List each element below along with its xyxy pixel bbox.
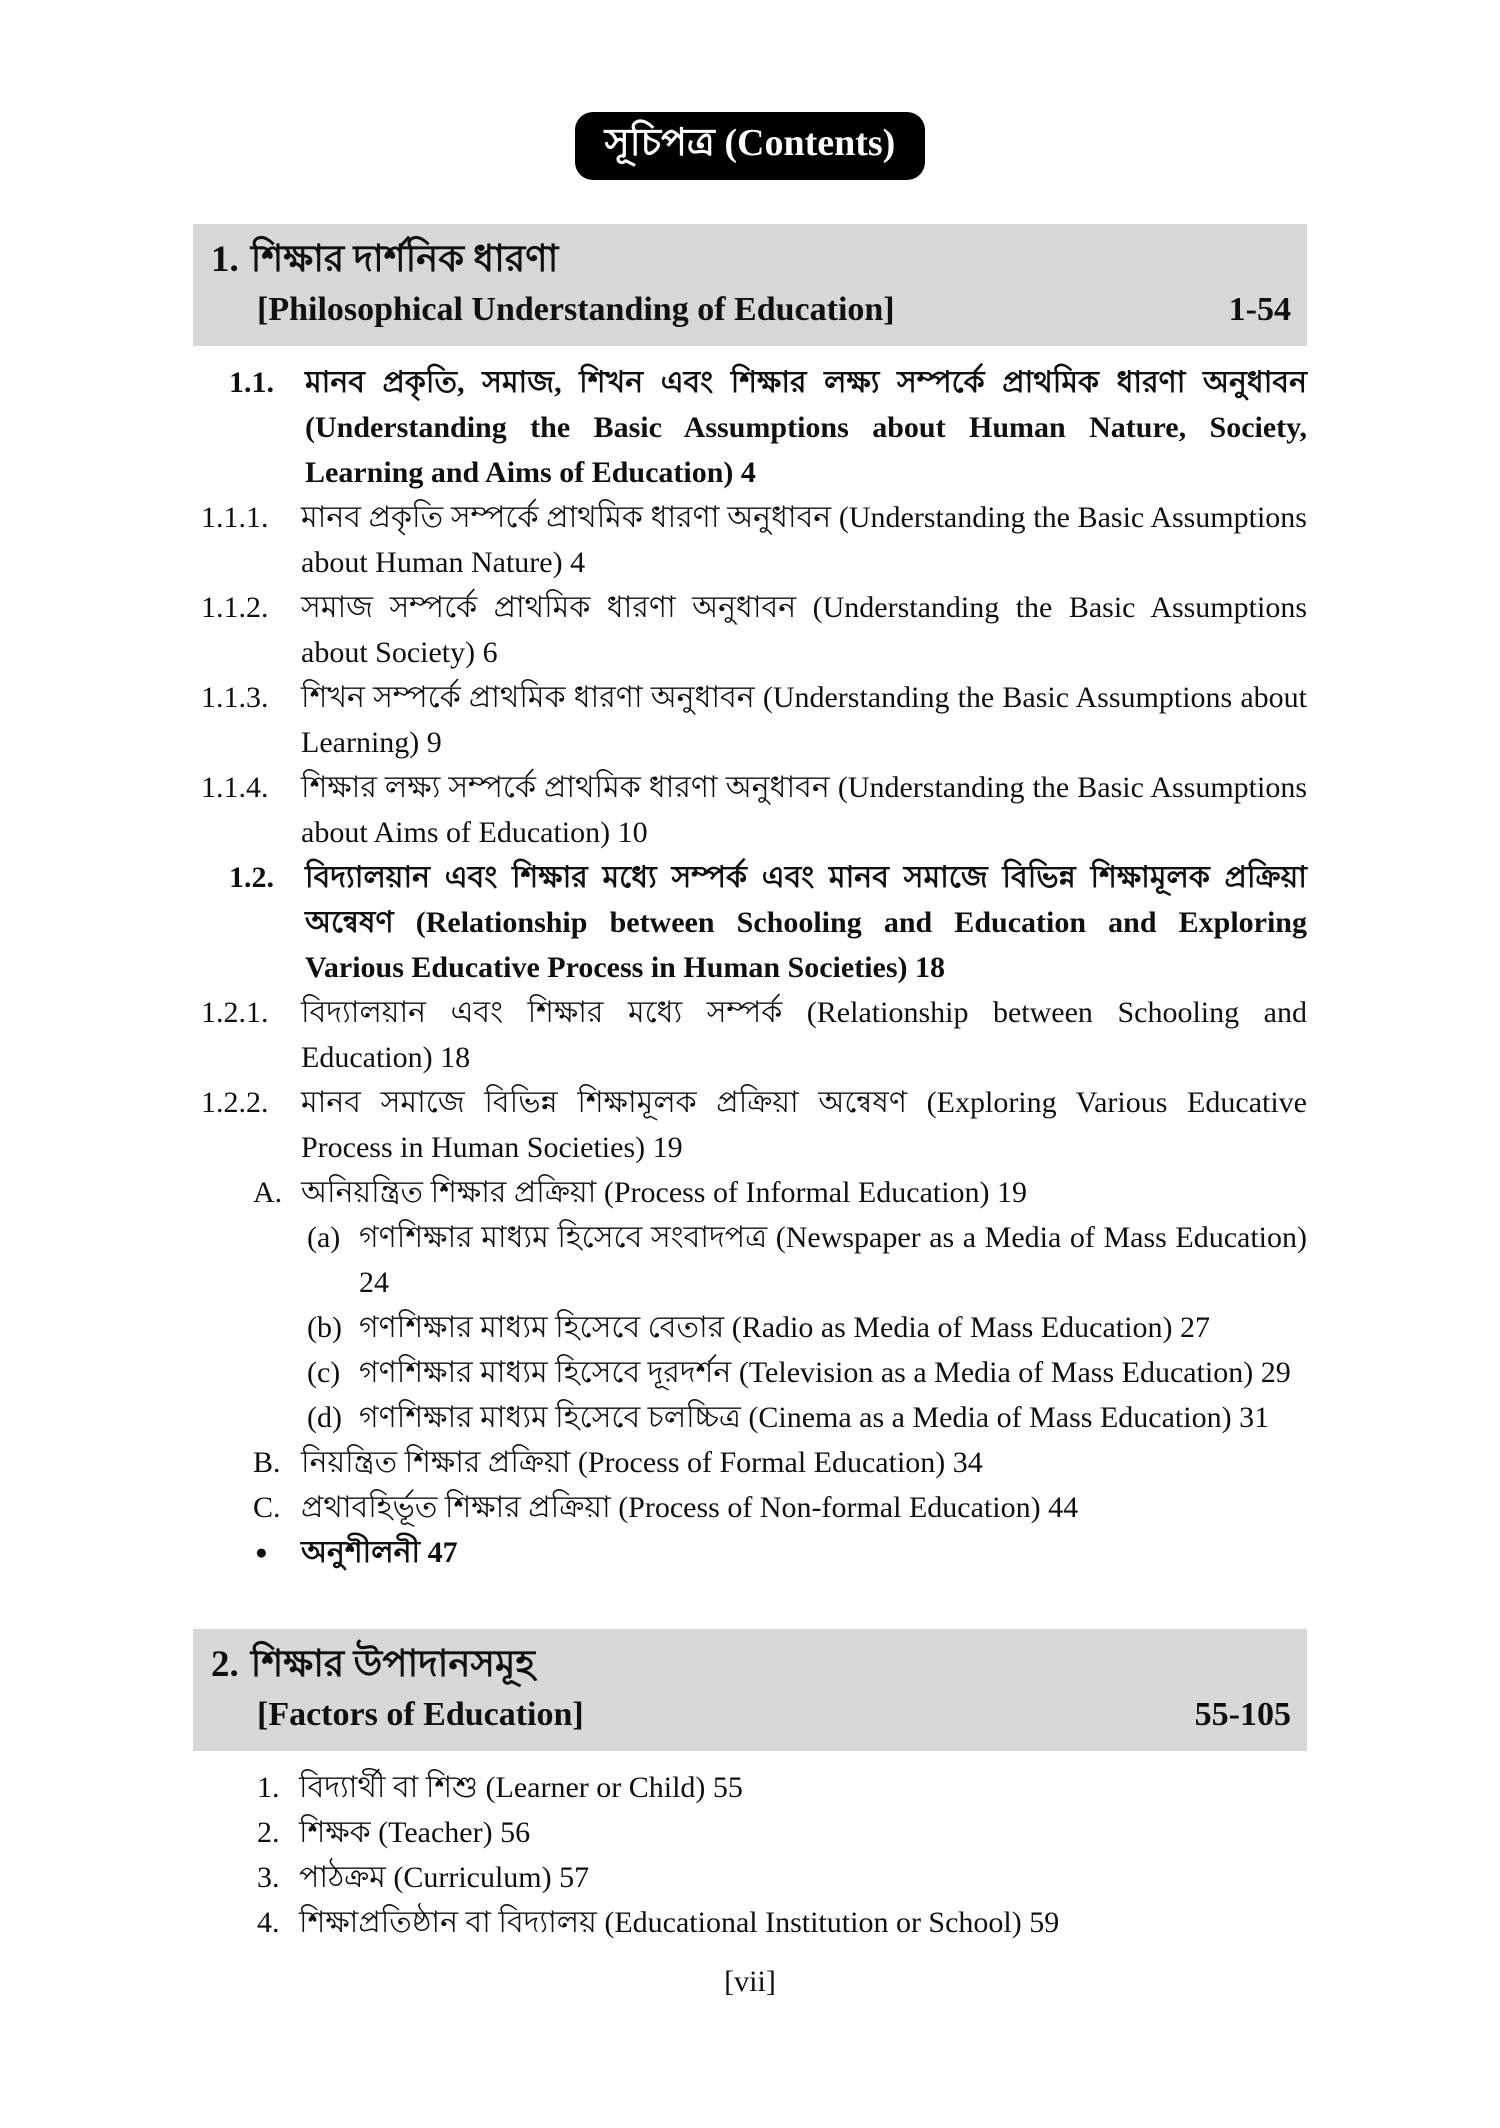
entry-text: শিক্ষার লক্ষ্য সম্পর্কে প্রাথমিক ধারণা অনুধাবন (Understanding the Basic Assumptions about Aims of Education) 10 [301,771,1307,849]
section-number: 1. [211,239,239,280]
toc-entry [201,1080,1307,1170]
entry-number: 2. [257,1816,280,1849]
entry-number: B. [253,1446,281,1479]
toc-entry [201,765,1307,855]
page-number-footer: [vii] [724,1965,776,1998]
toc-entry [307,1215,1307,1305]
entry-text: মানব প্রকৃতি সম্পর্কে প্রাথমিক ধারণা অনুধাবন (Understanding the Basic Assumptions about Human Nature) 4 [301,501,1307,579]
section-title-english: [Factors of Education] [257,1696,584,1733]
toc-entry [229,855,1307,990]
toc-entry [253,1170,1307,1215]
section-page-range: 55-105 [1194,1696,1291,1733]
toc-entry [257,1765,1307,1810]
contents-title: সূচিপত্র (Contents) [604,122,896,164]
entry-number: (c) [307,1356,341,1389]
entry-text: প্রথাবহির্ভূত শিক্ষার প্রক্রিয়া (Process of Non-formal Education) 44 [301,1491,1079,1524]
entry-text: বিদ্যালয়ান এবং শিক্ষার মধ্যে সম্পর্ক (Relationship between Schooling and Education) 18 [301,996,1307,1074]
toc-entry [201,585,1307,675]
entry-number: 1.1.1. [201,501,269,534]
entry-number: 1.1.4. [201,771,269,804]
toc-section [193,224,1307,1575]
entry-number: 1.2.2. [201,1086,269,1119]
entry-text: নিয়ন্ত্রিত শিক্ষার প্রক্রিয়া (Process of Formal Education) 34 [301,1446,983,1479]
toc-entry [307,1305,1307,1350]
section-title-bengali-line [211,1639,1291,1691]
entry-text: শিক্ষক (Teacher) 56 [299,1816,531,1849]
entry-text: অনুশীলনী 47 [301,1536,458,1569]
entry-text: মানব সমাজে বিভিন্ন শিক্ষামূলক প্রক্রিয়া অন্বেষণ (Exploring Various Educative Process in Human Societies) 19 [301,1086,1307,1164]
entry-number: 4. [257,1906,280,1939]
entry-text: শিক্ষাপ্রতিষ্ঠান বা বিদ্যালয় (Educational Institution or School) 59 [299,1906,1060,1939]
entry-number: (d) [307,1401,342,1434]
entry-text: অনিয়ন্ত্রিত শিক্ষার প্রক্রিয়া (Process of Informal Education) 19 [301,1176,1028,1209]
toc-entry [257,1855,1307,1900]
section-entries [193,1765,1307,1945]
entry-text: মানব প্রকৃতি, সমাজ, শিখন এবং শিক্ষার লক্ষ্য সম্পর্কে প্রাথমিক ধারণা অনুধাবন (Understanding the Basic Assumptions about Human Nature, Society, Learning and Aims of Education) 4 [305,366,1307,489]
entry-number: 3. [257,1861,280,1894]
toc-entry [201,495,1307,585]
entry-text: গণশিক্ষার মাধ্যম হিসেবে চলচ্চিত্র (Cinema as a Media of Mass Education) 31 [359,1401,1270,1434]
entry-text: সমাজ সম্পর্কে প্রাথমিক ধারণা অনুধাবন (Understanding the Basic Assumptions about Society) 6 [301,591,1307,669]
entry-number: (b) [307,1311,342,1344]
entry-text: বিদ্যার্থী বা শিশু (Learner or Child) 55 [299,1771,743,1804]
entry-number: 1.1.2. [201,591,269,624]
toc-entry [201,675,1307,765]
section-title-english-line [257,286,1291,334]
entry-text: শিখন সম্পর্কে প্রাথমিক ধারণা অনুধাবন (Understanding the Basic Assumptions about Learning) 9 [301,681,1307,759]
entry-text: বিদ্যালয়ান এবং শিক্ষার মধ্যে সম্পর্ক এবং মানব সমাজে বিভিন্ন শিক্ষামূলক প্রক্রিয়া অন্বেষণ (Relationship between Schooling and Education and Exploring Various Educative Process in Human Societies) 18 [305,861,1307,984]
toc-entry [307,1395,1307,1440]
entry-number: 1.2.1. [201,996,269,1029]
section-title-english: [Philosophical Understanding of Education] [257,291,895,328]
toc-entry [253,1485,1307,1530]
section-header [193,1629,1307,1751]
toc-entry [253,1440,1307,1485]
entry-number: 1.1. [229,366,274,399]
toc-entry [201,990,1307,1080]
toc-sections [193,224,1307,1945]
section-title-bengali: শিক্ষার উপাদানসমূহ [250,1644,535,1685]
contents-title-pill [575,112,926,180]
section-title-english-line [257,1691,1291,1739]
entry-number: ● [255,1540,268,1564]
entry-text: গণশিক্ষার মাধ্যম হিসেবে সংবাদপত্র (Newspaper as a Media of Mass Education) 24 [359,1221,1307,1299]
entry-text: গণশিক্ষার মাধ্যম হিসেবে বেতার (Radio as Media of Mass Education) 27 [359,1311,1210,1344]
entry-number: 1.1.3. [201,681,269,714]
section-title-bengali: শিক্ষার দার্শনিক ধারণা [250,239,559,280]
toc-entry [257,1810,1307,1855]
entry-number: 1. [257,1771,280,1804]
toc-entry [229,360,1307,495]
toc-section [193,1629,1307,1945]
section-number: 2. [211,1644,239,1685]
entry-number: 1.2. [229,861,274,894]
section-title-bengali-line [211,234,1291,286]
toc-entry [257,1900,1307,1945]
entry-text: পাঠক্রম (Curriculum) 57 [299,1861,590,1894]
toc-entry [255,1530,1307,1575]
section-page-range: 1-54 [1228,291,1291,328]
toc-entry [307,1350,1307,1395]
entry-number: (a) [307,1221,341,1254]
entry-number: A. [253,1176,283,1209]
section-header [193,224,1307,346]
entry-number: C. [253,1491,281,1524]
section-entries [193,360,1307,1575]
entry-text: গণশিক্ষার মাধ্যম হিসেবে দূরদর্শন (Television as a Media of Mass Education) 29 [359,1356,1291,1389]
